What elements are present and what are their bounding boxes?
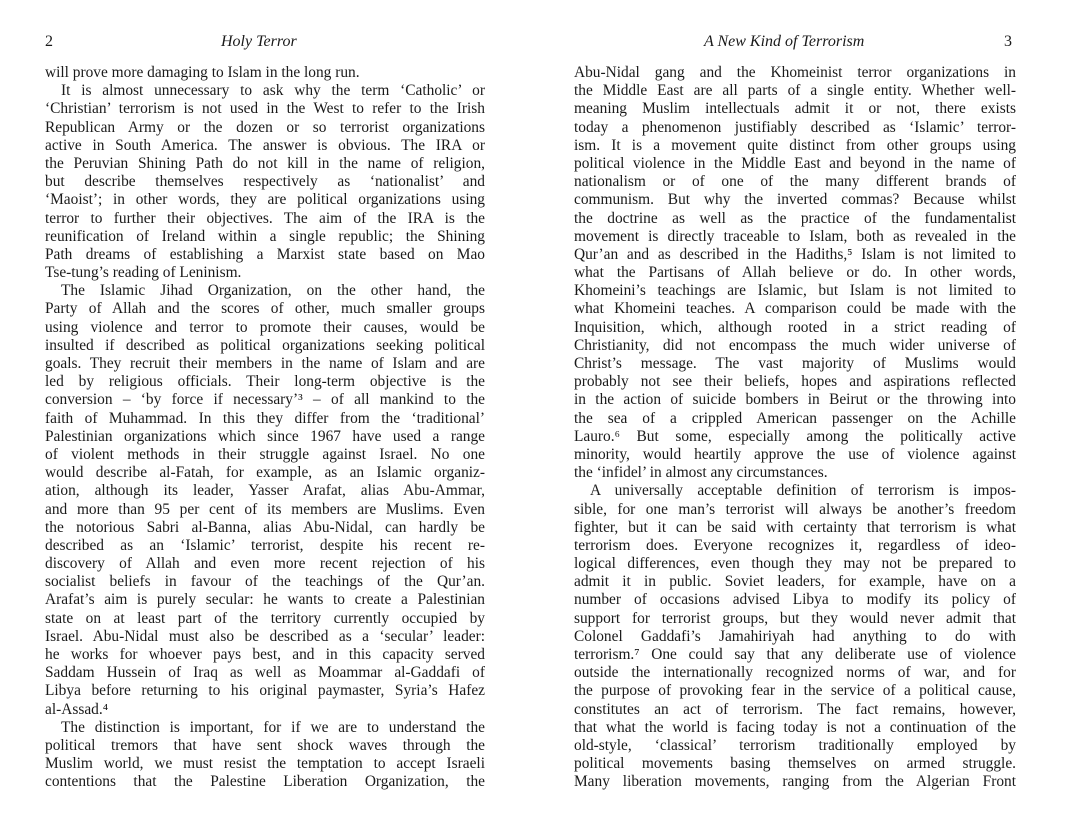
- text-line: Libya before returning to his original paymaster, Syria’s Hafez: [45, 682, 485, 700]
- text-line: Palestinian organizations which since 1967 have used a range: [45, 427, 485, 445]
- text-line: reunification of Ireland within a single republic; the Shining: [45, 227, 485, 245]
- text-line: Colonel Gaddafi’s Jamahiriyah had anything to do with: [574, 627, 1016, 645]
- text-line: the purpose of provoking fear in the service of a political cause,: [574, 682, 1016, 700]
- text-line: but describe themselves respectively as ‘nationalist’ and: [45, 173, 485, 191]
- text-line: goals. They recruit their members in the name of Islam and are: [45, 355, 485, 372]
- text-line: what Khomeini teaches. A comparison could be made with the: [574, 300, 1016, 318]
- running-head: Holy Terror: [221, 33, 297, 50]
- text-line: probably not see their beliefs, hopes and aspirations reflected: [574, 373, 1016, 391]
- text-line: The Islamic Jihad Organization, on the other hand, the: [61, 282, 485, 300]
- left-page-body: [45, 64, 485, 792]
- left-page-header: [45, 0, 485, 50]
- text-line: he works for whoever pays best, and in this capacity served: [45, 646, 485, 663]
- text-line: terrorism.⁷ One could say that any deliberate use of violence: [574, 646, 1016, 663]
- text-line: minority, would heartily approve the use of violence against: [574, 445, 1016, 463]
- text-line: Christianity, did not encompass the much wider universe of: [574, 336, 1016, 354]
- text-line: support for terrorist groups, but they would never admit that: [574, 609, 1016, 627]
- text-line: meaning Muslim intellectuals admit it or not, there exists: [574, 100, 1016, 118]
- text-line: the notorious Sabri al-Banna, alias Abu-Nidal, can hardly be: [45, 518, 485, 536]
- text-line: Qur’an and as described in the Hadiths,⁵ Islam is not limited to: [574, 245, 1016, 263]
- text-line: Abu-Nidal gang and the Khomeinist terror organizations in: [574, 64, 1016, 81]
- text-line: faith of Muhammad. In this they differ from the ‘traditional’: [45, 409, 485, 427]
- text-line: the Middle East are all parts of a single entity. Whether well-: [574, 82, 1016, 100]
- text-line: ‘Christian’ terrorism is not used in the West to refer to the Irish: [45, 100, 485, 118]
- text-line: ism. It is a movement quite distinct from other groups using: [574, 136, 1016, 154]
- text-line: The distinction is important, for if we are to understand the: [61, 718, 485, 736]
- text-line: today a phenomenon justifiably described as ‘Islamic’ terror-: [574, 118, 1016, 136]
- running-head: A New Kind of Terrorism: [704, 33, 865, 50]
- text-line: constitutes an act of terrorism. The fact remains, however,: [574, 700, 1016, 718]
- text-line: Tse-tung’s reading of Leninism.: [45, 264, 242, 282]
- left-page: [45, 0, 485, 791]
- text-line: terrorism does. Everyone recognizes it, regardless of ideo-: [574, 536, 1016, 554]
- text-line: old-style, ‘classical’ terrorism traditionally employed by: [574, 736, 1016, 754]
- text-line: the sea of a crippled American passenger on the Achille: [574, 409, 1016, 427]
- text-line: ation, although its leader, Yasser Arafat, alias Abu-Ammar,: [45, 482, 485, 500]
- text-line: movement is directly traceable to Islam, both as revealed in the: [574, 227, 1016, 245]
- text-line: state on at least part of the territory currently occupied by: [45, 609, 485, 627]
- text-line: nationalism or of one of the many different brands of: [574, 173, 1016, 191]
- text-line: political violence in the Middle East and beyond in the name of: [574, 154, 1016, 172]
- right-page-body: [574, 64, 1016, 792]
- text-line: contentions that the Palestine Liberation Organization, the: [45, 773, 485, 791]
- text-line: that what the world is facing today is not a continuation of the: [574, 718, 1016, 736]
- text-line: active in South America. The answer is obvious. The IRA or: [45, 136, 485, 154]
- text-line: the ‘infidel’ in almost any circumstances.: [574, 464, 828, 482]
- text-line: Many liberation movements, ranging from the Algerian Front: [574, 773, 1016, 791]
- text-line: Khomeini’s teachings are Islamic, but Islam is not limited to: [574, 282, 1016, 300]
- text-line: political tremors that have sent shock waves through the: [45, 736, 485, 754]
- text-line: Muslim world, we must resist the temptation to accept Israeli: [45, 755, 485, 773]
- text-line: would describe al-Fatah, for example, as an Islamic organiz-: [45, 464, 485, 482]
- text-line: outside the internationally recognized norms of war, and for: [574, 664, 1016, 682]
- text-line: will prove more damaging to Islam in the long run.: [45, 64, 360, 81]
- text-line: ‘Maoist’; in other words, they are political organizations using: [45, 191, 485, 209]
- text-line: number of occasions advised Libya to modify its policy of: [574, 591, 1016, 609]
- text-line: socialist beliefs in favour of the teachings of the Qur’an.: [45, 573, 485, 591]
- text-line: logical differences, even though they may not be prepared to: [574, 555, 1016, 573]
- page-number: 3: [1004, 33, 1012, 50]
- text-line: insulted if described as political organizations seeking political: [45, 336, 485, 354]
- text-line: conversion – ‘by force if necessary’³ – of all mankind to the: [45, 391, 485, 409]
- right-page-header: [574, 0, 1016, 50]
- text-line: Christ’s message. The vast majority of Muslims would: [574, 355, 1016, 372]
- text-line: terror to further their objectives. The aim of the IRA is the: [45, 209, 485, 227]
- text-line: led by religious officials. Their long-term objective is the: [45, 373, 485, 391]
- text-line: Arafat’s aim is purely secular: he wants to create a Palestinian: [45, 591, 485, 609]
- text-line: al-Assad.⁴: [45, 700, 109, 718]
- text-line: It is almost unnecessary to ask why the term ‘Catholic’ or: [61, 82, 485, 100]
- text-line: sible, for one man’s terrorist will always be another’s freedom: [574, 500, 1016, 518]
- text-line: admit it in public. Soviet leaders, for example, have on a: [574, 573, 1016, 591]
- text-line: in the action of suicide bombers in Beirut or the throwing into: [574, 391, 1016, 409]
- text-line: and more than 95 per cent of its members are Muslims. Even: [45, 500, 485, 518]
- text-line: discovery of Allah and even more recent rejection of his: [45, 555, 485, 573]
- text-line: the doctrine as well as the practice of the fundamentalist: [574, 209, 1016, 227]
- text-line: Party of Allah and the scores of other, much smaller groups: [45, 300, 485, 318]
- text-line: A universally acceptable definition of terrorism is impos-: [590, 482, 1016, 500]
- text-line: Republican Army or the dozen or so terrorist organizations: [45, 118, 485, 136]
- right-page: [574, 0, 1016, 791]
- text-line: of violent methods in their struggle against Israel. No one: [45, 445, 485, 463]
- page-number: 2: [45, 33, 53, 50]
- text-line: Inquisition, which, although rooted in a strict reading of: [574, 318, 1016, 336]
- text-line: described as an ‘Islamic’ terrorist, despite his recent re-: [45, 536, 485, 554]
- text-line: the Peruvian Shining Path do not kill in the name of religion,: [45, 154, 485, 172]
- text-line: Lauro.⁶ But some, especially among the politically active: [574, 427, 1016, 445]
- text-line: Saddam Hussein of Iraq as well as Moammar al-Gaddafi of: [45, 664, 485, 682]
- text-line: fighter, but it can be said with certainty that terrorism is what: [574, 518, 1016, 536]
- text-line: political movements basing themselves on armed struggle.: [574, 755, 1016, 773]
- text-line: Path dreams of establishing a Marxist state based on Mao: [45, 245, 485, 263]
- text-line: communism. But why the inverted commas? Because whilst: [574, 191, 1016, 209]
- text-line: Israel. Abu-Nidal must also be described as a ‘secular’ leader:: [45, 627, 485, 645]
- text-line: what the Partisans of Allah believe or do. In other words,: [574, 264, 1016, 282]
- text-line: using violence and terror to promote their causes, would be: [45, 318, 485, 336]
